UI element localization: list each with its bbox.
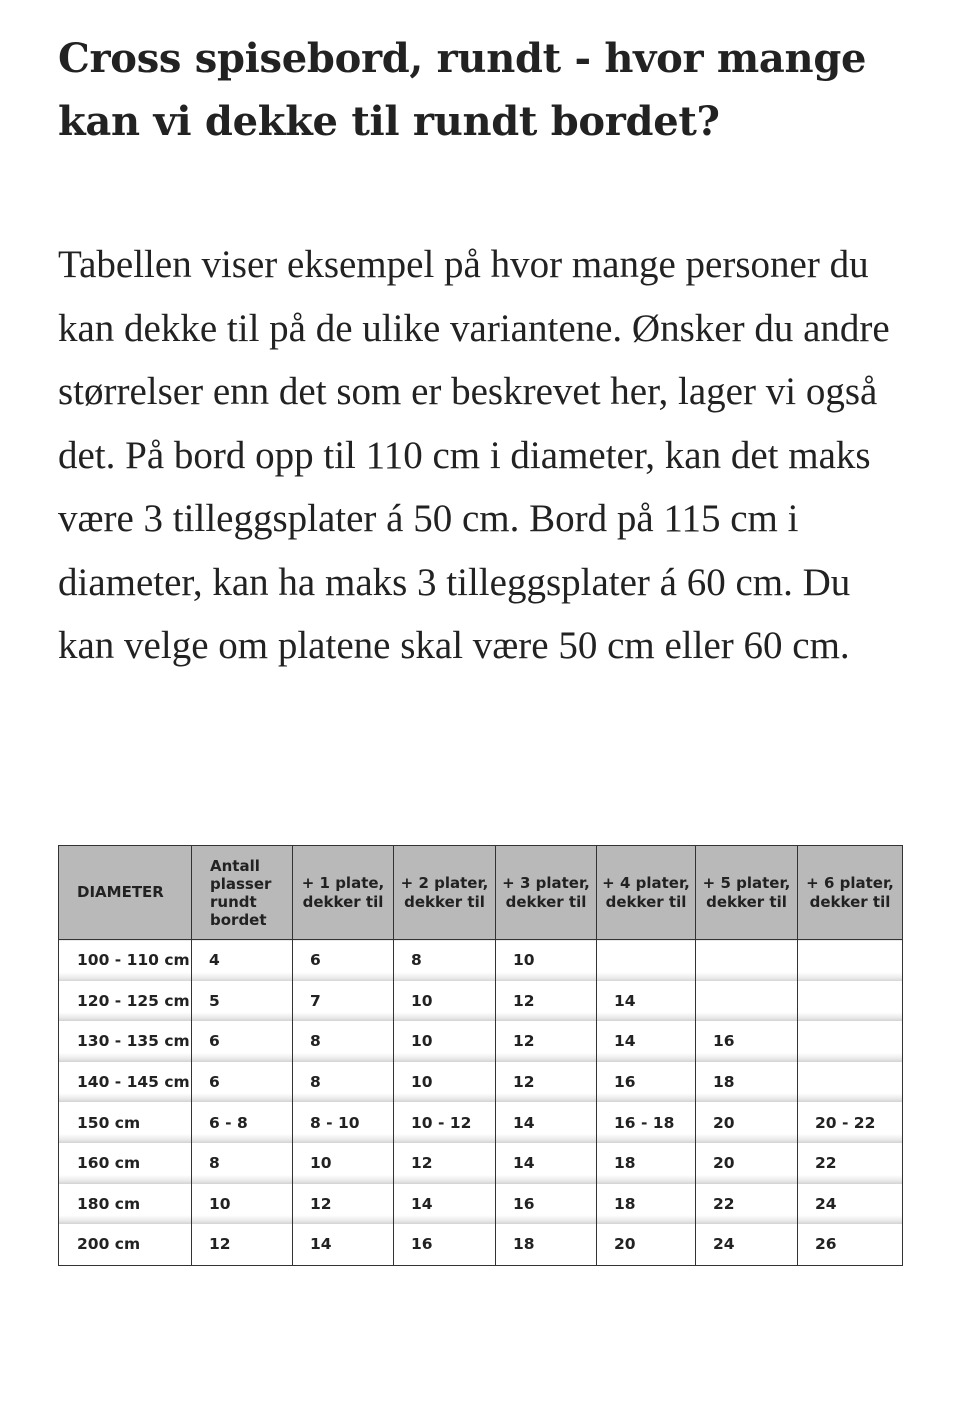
seat-count-cell (696, 940, 798, 981)
seat-count-cell: 18 (496, 1224, 597, 1265)
seating-table (58, 845, 903, 1266)
diameter-cell: 100 - 110 cm (59, 940, 192, 981)
header-plus-6: + 6 plater, dekker til (798, 846, 903, 940)
header-antall-plasser: Antall plasser rundt bordet (192, 846, 293, 940)
seat-count-cell (798, 1062, 903, 1103)
seat-count-cell: 14 (293, 1224, 394, 1265)
seat-count-cell: 10 (496, 940, 597, 981)
diameter-cell: 140 - 145 cm (59, 1062, 192, 1103)
table-row (59, 1062, 903, 1103)
seat-count-cell: 14 (597, 981, 696, 1022)
size-table-wrapper (58, 845, 902, 1266)
seat-count-cell: 20 (696, 1143, 798, 1184)
table-row (59, 1143, 903, 1184)
seat-count-cell (597, 940, 696, 981)
diameter-cell: 130 - 135 cm (59, 1021, 192, 1062)
seat-count-cell: 5 (192, 981, 293, 1022)
seat-count-cell: 10 (394, 1021, 496, 1062)
seat-count-cell: 8 (192, 1143, 293, 1184)
seat-count-cell: 16 (597, 1062, 696, 1103)
diameter-cell: 180 cm (59, 1184, 192, 1225)
seat-count-cell: 8 (293, 1062, 394, 1103)
seat-count-cell (798, 1021, 903, 1062)
seat-count-cell: 20 (696, 1102, 798, 1143)
seat-count-cell: 12 (394, 1143, 496, 1184)
seat-count-cell: 24 (798, 1184, 903, 1225)
seat-count-cell: 16 (394, 1224, 496, 1265)
article-title: Cross spisebord, rundt - hvor mange kan vi dekke til rundt bordet? (58, 35, 867, 145)
seat-count-cell: 8 (293, 1021, 394, 1062)
header-plus-1: + 1 plate, dekker til (293, 846, 394, 940)
table-row (59, 1102, 903, 1143)
seat-count-cell: 8 - 10 (293, 1102, 394, 1143)
seat-count-cell: 14 (496, 1143, 597, 1184)
seat-count-cell: 10 (293, 1143, 394, 1184)
seat-count-cell: 8 (394, 940, 496, 981)
seat-count-cell: 18 (597, 1184, 696, 1225)
table-body (59, 940, 903, 1266)
seat-count-cell: 20 - 22 (798, 1102, 903, 1143)
seat-count-cell: 6 (192, 1062, 293, 1103)
table-row (59, 981, 903, 1022)
seat-count-cell: 14 (597, 1021, 696, 1062)
seat-count-cell (798, 981, 903, 1022)
seat-count-cell: 12 (496, 1021, 597, 1062)
seat-count-cell (798, 940, 903, 981)
seat-count-cell: 16 (696, 1021, 798, 1062)
seat-count-cell: 12 (192, 1224, 293, 1265)
seat-count-cell: 12 (293, 1184, 394, 1225)
seat-count-cell: 26 (798, 1224, 903, 1265)
diameter-cell: 150 cm (59, 1102, 192, 1143)
seat-count-cell: 14 (394, 1184, 496, 1225)
seat-count-cell: 4 (192, 940, 293, 981)
seat-count-cell: 12 (496, 981, 597, 1022)
seat-count-cell: 10 (394, 1062, 496, 1103)
header-plus-5: + 5 plater, dekker til (696, 846, 798, 940)
seat-count-cell: 22 (798, 1143, 903, 1184)
table-row (59, 940, 903, 981)
table-row (59, 1184, 903, 1225)
seat-count-cell: 10 (192, 1184, 293, 1225)
seat-count-cell: 18 (696, 1062, 798, 1103)
seat-count-cell: 10 - 12 (394, 1102, 496, 1143)
header-plus-4: + 4 plater, dekker til (597, 846, 696, 940)
article (58, 0, 908, 678)
diameter-cell: 160 cm (59, 1143, 192, 1184)
seat-count-cell: 22 (696, 1184, 798, 1225)
seat-count-cell: 18 (597, 1143, 696, 1184)
header-plus-3: + 3 plater, dekker til (496, 846, 597, 940)
seat-count-cell: 6 - 8 (192, 1102, 293, 1143)
table-header-row (59, 846, 903, 940)
header-plus-2: + 2 plater, dekker til (394, 846, 496, 940)
table-row (59, 1224, 903, 1265)
header-diameter: DIAMETER (59, 846, 192, 940)
table-row (59, 1021, 903, 1062)
seat-count-cell: 24 (696, 1224, 798, 1265)
seat-count-cell: 12 (496, 1062, 597, 1103)
diameter-cell: 200 cm (59, 1224, 192, 1265)
seat-count-cell: 6 (293, 940, 394, 981)
seat-count-cell: 16 (496, 1184, 597, 1225)
seat-count-cell: 16 - 18 (597, 1102, 696, 1143)
seat-count-cell: 10 (394, 981, 496, 1022)
article-intro: Tabellen viser eksempel på hvor mange personer du kan dekke til på de ulike variantene. Ønsker du andre størrelser enn det som er beskrevet her, lager vi også det. På bord opp til 110 cm i diameter, kan det maks være 3 tilleggsplater á 50 cm. Bord på 115 cm i diameter, kan ha maks 3 tilleggsplater á 60 cm. Du kan velge om platene skal være 50 cm eller 60 cm. (58, 243, 890, 667)
diameter-cell: 120 - 125 cm (59, 981, 192, 1022)
seat-count-cell: 20 (597, 1224, 696, 1265)
seat-count-cell: 7 (293, 981, 394, 1022)
seat-count-cell: 6 (192, 1021, 293, 1062)
seat-count-cell: 14 (496, 1102, 597, 1143)
seat-count-cell (696, 981, 798, 1022)
